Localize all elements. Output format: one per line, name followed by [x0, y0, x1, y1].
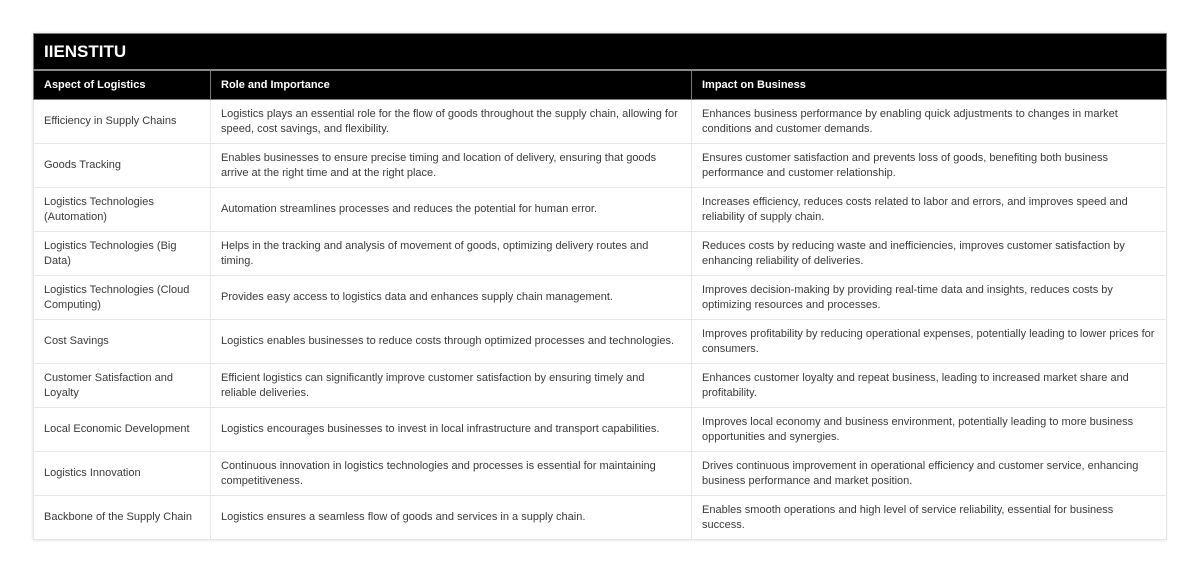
- cell-role: Logistics enables businesses to reduce costs through optimized processes and technologies.: [211, 320, 692, 364]
- cell-impact: Improves decision-making by providing real-time data and insights, reduces costs by optimizing resources and processes.: [692, 276, 1167, 320]
- table-title: IIENSTITU: [34, 34, 1167, 71]
- cell-impact: Enables smooth operations and high level of service reliability, essential for business success.: [692, 496, 1167, 540]
- cell-aspect: Efficiency in Supply Chains: [34, 100, 211, 144]
- table-row: [34, 100, 1167, 144]
- cell-impact: Increases efficiency, reduces costs related to labor and errors, and improves speed and reliability of supply chain.: [692, 188, 1167, 232]
- cell-aspect: Logistics Technologies (Cloud Computing): [34, 276, 211, 320]
- cell-impact: Enhances business performance by enabling quick adjustments to changes in market conditions and customer demands.: [692, 100, 1167, 144]
- table-row: [34, 188, 1167, 232]
- table-header-row: [34, 70, 1167, 100]
- cell-impact: Drives continuous improvement in operational efficiency and customer service, enhancing business performance and market position.: [692, 452, 1167, 496]
- table-row: [34, 276, 1167, 320]
- cell-role: Helps in the tracking and analysis of movement of goods, optimizing delivery routes and timing.: [211, 232, 692, 276]
- cell-role: Provides easy access to logistics data and enhances supply chain management.: [211, 276, 692, 320]
- table-title-row: [34, 34, 1167, 71]
- logistics-table: [33, 33, 1167, 540]
- cell-aspect: Customer Satisfaction and Loyalty: [34, 364, 211, 408]
- cell-impact: Reduces costs by reducing waste and inefficiencies, improves customer satisfaction by enhancing reliability of deliveries.: [692, 232, 1167, 276]
- cell-role: Logistics plays an essential role for the flow of goods throughout the supply chain, allowing for speed, cost savings, and flexibility.: [211, 100, 692, 144]
- cell-role: Efficient logistics can significantly improve customer satisfaction by ensuring timely and reliable deliveries.: [211, 364, 692, 408]
- cell-aspect: Backbone of the Supply Chain: [34, 496, 211, 540]
- table-row: [34, 320, 1167, 364]
- cell-aspect: Logistics Technologies (Big Data): [34, 232, 211, 276]
- cell-aspect: Logistics Technologies (Automation): [34, 188, 211, 232]
- table-row: [34, 232, 1167, 276]
- table-row: [34, 496, 1167, 540]
- column-header-impact: Impact on Business: [692, 70, 1167, 100]
- cell-aspect: Goods Tracking: [34, 144, 211, 188]
- table-row: [34, 364, 1167, 408]
- cell-role: Automation streamlines processes and reduces the potential for human error.: [211, 188, 692, 232]
- cell-impact: Improves profitability by reducing operational expenses, potentially leading to lower prices for consumers.: [692, 320, 1167, 364]
- cell-impact: Enhances customer loyalty and repeat business, leading to increased market share and profitability.: [692, 364, 1167, 408]
- table-row: [34, 408, 1167, 452]
- logistics-table-container: [33, 33, 1166, 540]
- cell-role: Enables businesses to ensure precise timing and location of delivery, ensuring that goods arrive at the right time and at the right place.: [211, 144, 692, 188]
- cell-role: Continuous innovation in logistics technologies and processes is essential for maintaining competitiveness.: [211, 452, 692, 496]
- column-header-aspect: Aspect of Logistics: [34, 70, 211, 100]
- cell-impact: Ensures customer satisfaction and prevents loss of goods, benefiting both business performance and customer relationship.: [692, 144, 1167, 188]
- table-row: [34, 144, 1167, 188]
- cell-aspect: Cost Savings: [34, 320, 211, 364]
- cell-role: Logistics encourages businesses to invest in local infrastructure and transport capabilities.: [211, 408, 692, 452]
- cell-impact: Improves local economy and business environment, potentially leading to more business opportunities and synergies.: [692, 408, 1167, 452]
- column-header-role: Role and Importance: [211, 70, 692, 100]
- cell-role: Logistics ensures a seamless flow of goods and services in a supply chain.: [211, 496, 692, 540]
- cell-aspect: Logistics Innovation: [34, 452, 211, 496]
- cell-aspect: Local Economic Development: [34, 408, 211, 452]
- table-row: [34, 452, 1167, 496]
